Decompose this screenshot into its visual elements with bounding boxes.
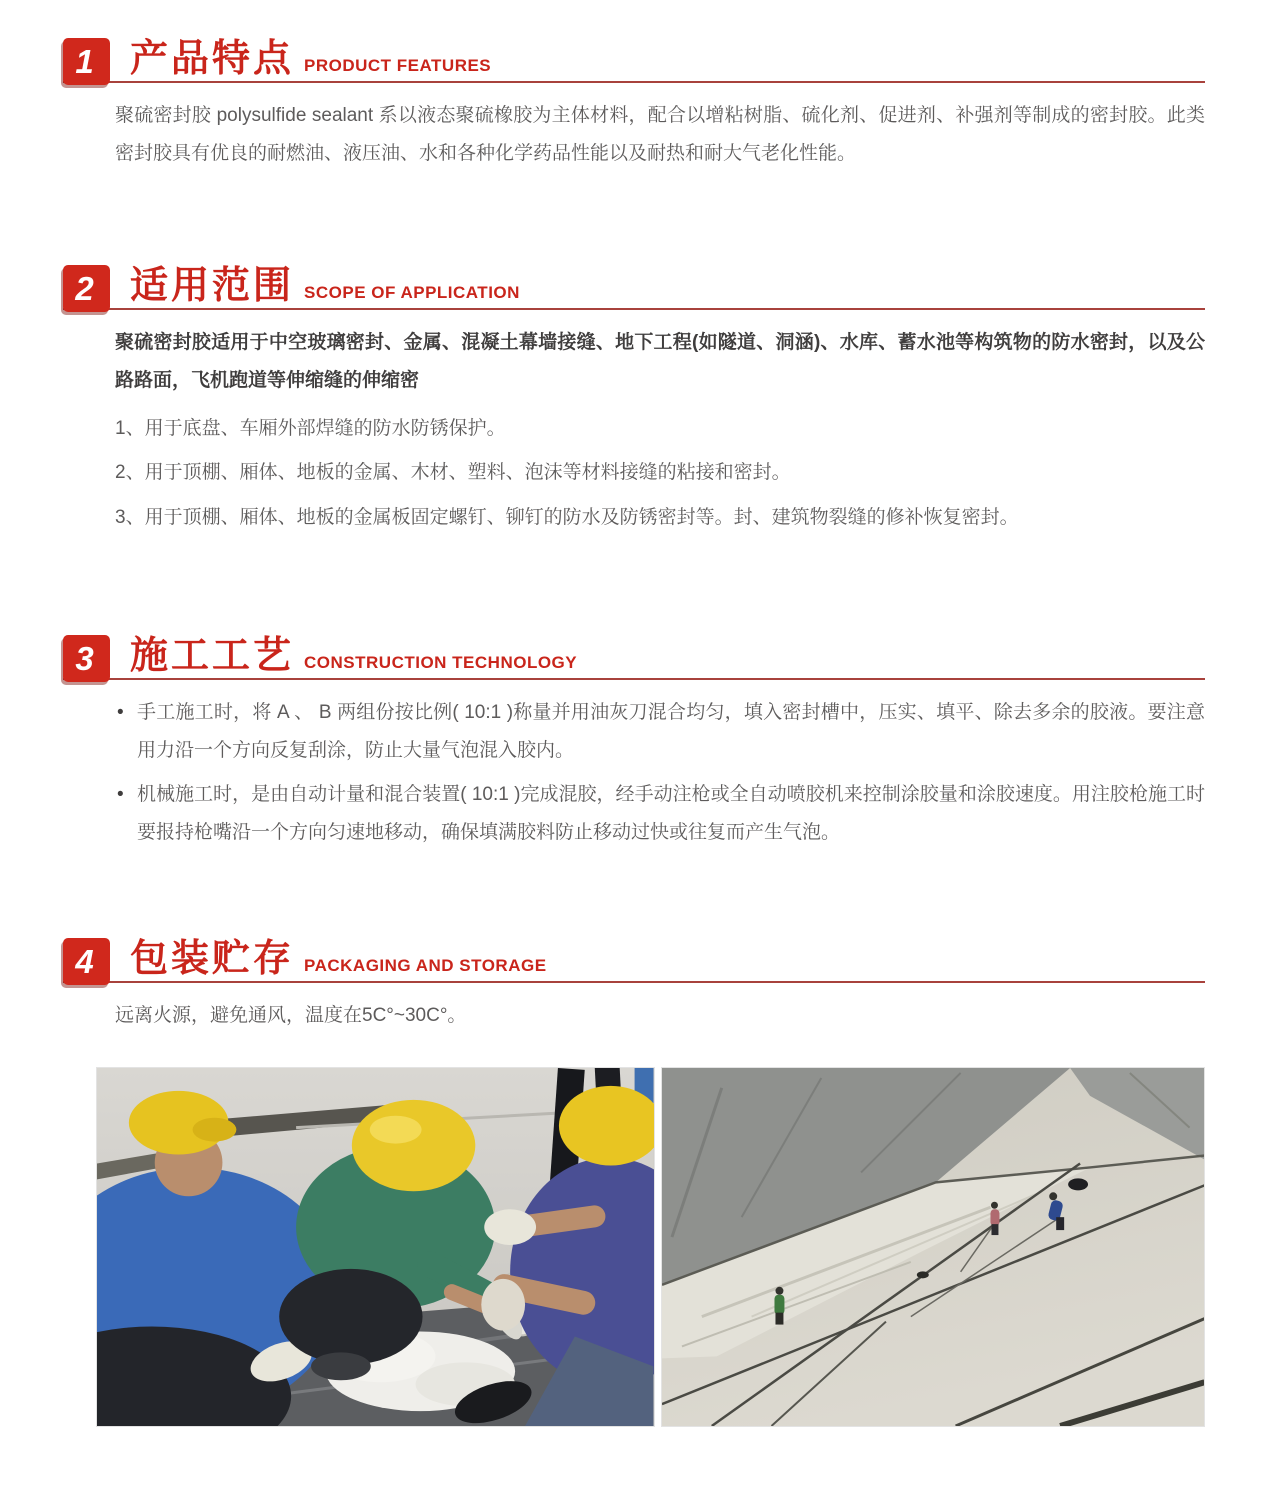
- section-4-header: [63, 938, 1205, 983]
- section-2-subtitle: SCOPE OF APPLICATION: [304, 283, 520, 302]
- section-scope-of-application: [63, 265, 1205, 533]
- section-3-bullet-list: [115, 694, 1205, 852]
- photo-row: [96, 1067, 1205, 1427]
- workers-mixing-sealant-photo: [96, 1067, 655, 1427]
- list-item: 3、用于顶棚、厢体、地板的金属板固定螺钉、铆钉的防水及防锈密封等。封、建筑物裂缝的修补恢复密封。: [115, 506, 1019, 528]
- section-construction-technology: [63, 635, 1205, 852]
- section-packaging-and-storage: [63, 938, 1205, 1035]
- worker-figure-green: [774, 1287, 784, 1325]
- workers-mixing-sealant-illustration: [97, 1068, 654, 1426]
- section-1-title: 产品特点: [130, 38, 295, 80]
- section-1-paragraph: 聚硫密封胶 polysulfide sealant 系以液态聚硫橡胶为主体材料，配合以增粘树脂、硫化剂、促进剂、补强剂等制成的密封胶。此类密封胶具有优良的耐燃油、液压油、水和各种化学药品性能以及耐热和耐大气老化性能。: [115, 105, 1205, 164]
- section-3-number-badge: 3: [63, 635, 110, 682]
- section-2-number-badge: 2: [63, 265, 110, 312]
- section-2-list: [115, 414, 1205, 533]
- section-2-lead-paragraph: 聚硫密封胶适用于中空玻璃密封、金属、混凝土幕墙接缝、地下工程(如隧道、洞涵)、水库、蓄水池等构筑物的防水密封，以及公路路面，飞机跑道等伸缩缝的伸缩密: [115, 332, 1205, 391]
- slope-joint-sealing-illustration: [662, 1068, 1205, 1426]
- section-4-paragraph: 远离火源，避免通风，温度在5C°~30C°。: [115, 1005, 467, 1027]
- bullet-item: • 机械施工时，是由自动计量和混合装置( 10:1 )完成混胶，经手动注枪或全自动喷胶机来控制涂胶量和涂胶速度。用注胶枪施工时要报持枪嘴沿一个方向匀速地移动，确保填满胶料防止移动过快或往复而产生气泡。: [115, 776, 1205, 852]
- section-4-subtitle: PACKAGING AND STORAGE: [304, 956, 547, 976]
- section-product-features: [63, 38, 1205, 173]
- section-2-title: 适用范围: [130, 265, 295, 307]
- section-4-number-badge: 4: [63, 938, 110, 985]
- section-4-title: 包装贮存: [130, 938, 295, 981]
- section-1-header: [63, 38, 1205, 83]
- section-3-title: 施工工艺: [130, 635, 295, 678]
- section-3-header: [63, 635, 1205, 680]
- section-1-number-badge: 1: [63, 38, 110, 85]
- section-1-subtitle: PRODUCT FEATURES: [304, 56, 492, 75]
- section-2-header: [63, 265, 1205, 310]
- bullet-item: • 手工施工时，将 A 、 B 两组份按比例( 10:1 )称量并用油灰刀混合均匀，填入密封槽中，压实、填平、除去多余的胶液。要注意用力沿一个方向反复刮涂，防止大量气泡混入胶内。: [115, 694, 1205, 770]
- slope-joint-sealing-photo: [661, 1067, 1206, 1427]
- section-3-subtitle: CONSTRUCTION TECHNOLOGY: [304, 653, 578, 673]
- list-item: 1、用于底盘、车厢外部焊缝的防水防锈保护。: [115, 418, 506, 439]
- list-item: 2、用于顶棚、厢体、地板的金属、木材、塑料、泡沫等材料接缝的粘接和密封。: [115, 462, 791, 484]
